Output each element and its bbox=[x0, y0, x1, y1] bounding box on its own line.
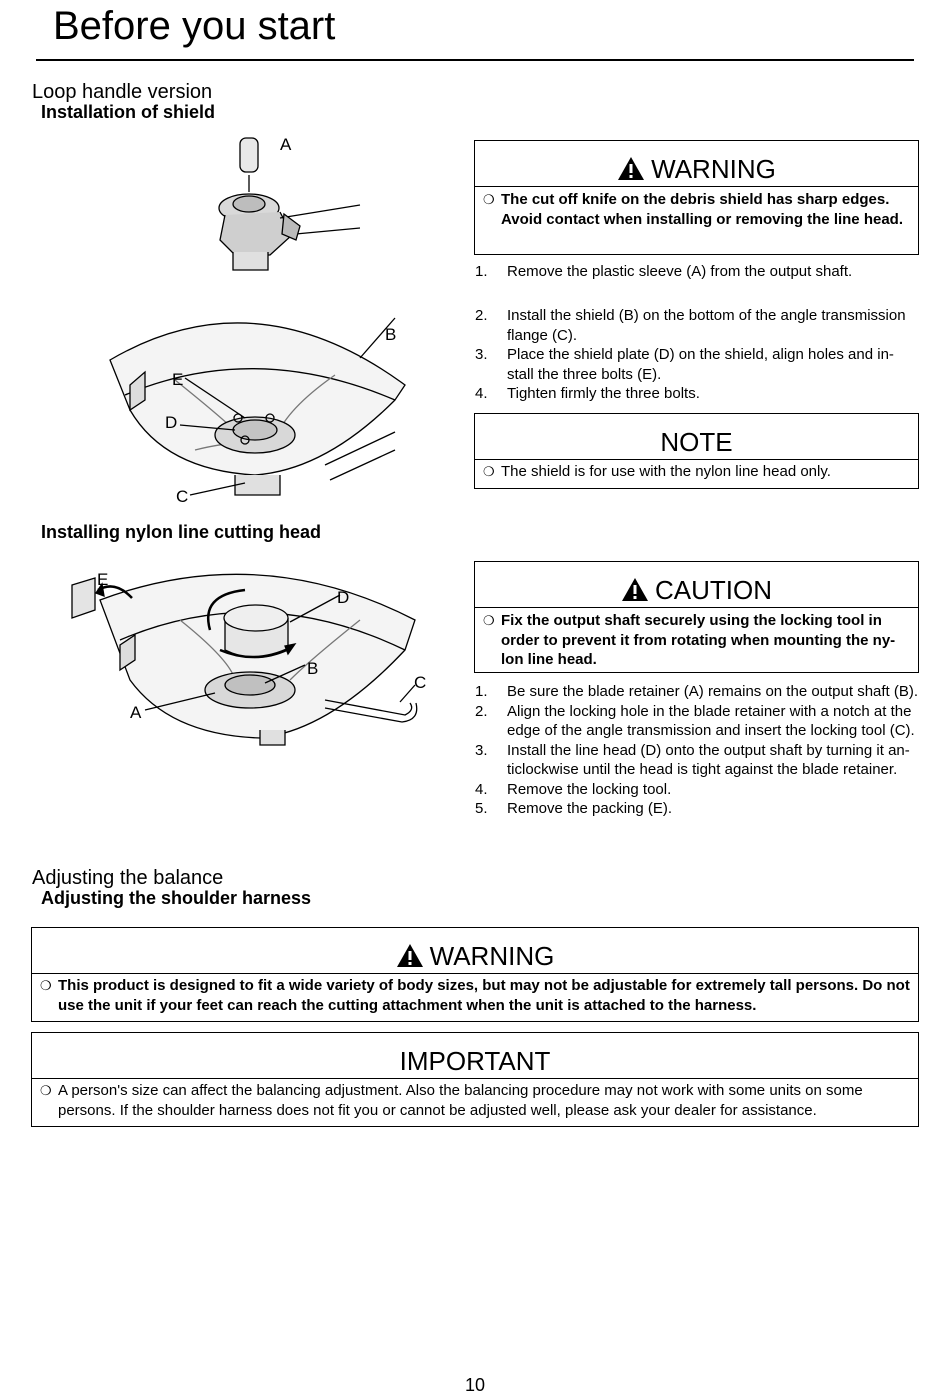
figure-label-a-nylon: A bbox=[130, 703, 142, 722]
step-item bbox=[475, 306, 920, 345]
step-text: Install the shield (B) on the bottom of the angle transmission flange (C). bbox=[507, 307, 906, 344]
figure-label-c-nylon: C bbox=[414, 673, 427, 692]
figure-label-c: C bbox=[176, 487, 189, 506]
shield-illustration bbox=[105, 300, 415, 510]
step-number: 4. bbox=[475, 385, 488, 402]
section-heading-loop-handle: Loop handle version bbox=[32, 81, 213, 103]
caution-text: Fix the output shaft securely using the locking tool in order to prevent it from rotating when mounting the ny-lon line head. bbox=[501, 612, 896, 668]
step-number: 1. bbox=[475, 683, 488, 700]
step-item bbox=[475, 345, 920, 384]
subheading-installing-nylon-line-head: Installing nylon line cutting head bbox=[41, 522, 322, 542]
step-item bbox=[475, 799, 920, 819]
note-text: The shield is for use with the nylon line head only. bbox=[501, 463, 831, 480]
step-number: 5. bbox=[475, 800, 488, 817]
warning-triangle-icon bbox=[617, 156, 645, 181]
subheading-shoulder-harness: Adjusting the shoulder harness bbox=[41, 888, 312, 908]
step-text: Be sure the blade retainer (A) remains on the output shaft (B). bbox=[507, 683, 919, 700]
step-item bbox=[475, 702, 920, 741]
step-text: Place the shield plate (D) on the shield, align holes and in-stall the three bolts (E). bbox=[507, 346, 894, 383]
warning-header bbox=[475, 141, 918, 187]
step-item bbox=[475, 741, 920, 780]
figure-label-e-nylon: E bbox=[97, 570, 109, 589]
step-number: 3. bbox=[475, 346, 488, 363]
important-text: A person's size can affect the balancing adjustment. Also the balancing procedure may not work with some units on some persons. If the shoulder harness does not fit you or cannot be adjusted well, please ask your dealer for assistance. bbox=[58, 1082, 863, 1119]
caution-header bbox=[475, 562, 918, 608]
bullet-circle-icon: ❍ bbox=[483, 464, 495, 479]
caution-box bbox=[474, 561, 919, 673]
warning-text: This product is designed to fit a wide variety of body sizes, but may not be adjustable for extremely tall persons. Do not use the unit if your feet can reach the cutting attachment when the unit is attached to the harness. bbox=[58, 977, 910, 1014]
warning-title: WARNING bbox=[429, 941, 555, 971]
step-text: Install the line head (D) onto the output shaft by turning it an-ticlockwise until the head is tight against the blade retainer. bbox=[507, 741, 910, 778]
step-number: 1. bbox=[475, 263, 488, 280]
nylon-head-illustration bbox=[60, 560, 440, 750]
warning-triangle-icon bbox=[396, 943, 424, 968]
warning-box-shield bbox=[474, 140, 919, 255]
page-title: Before you start bbox=[53, 4, 336, 48]
step-text: Remove the plastic sleeve (A) from the output shaft. bbox=[507, 263, 853, 280]
page-number: 10 bbox=[464, 1375, 486, 1395]
warning-text: The cut off knife on the debris shield has sharp edges. Avoid contact when installing or removing the line head. bbox=[501, 191, 903, 228]
warning-box-harness bbox=[31, 927, 919, 1022]
warning-title: WARNING bbox=[651, 154, 776, 184]
note-box bbox=[474, 413, 919, 489]
figure-label-d-nylon: D bbox=[337, 588, 350, 607]
subheading-installation-of-shield: Installation of shield bbox=[41, 102, 216, 122]
step-number: 2. bbox=[475, 702, 488, 720]
step-number: 3. bbox=[475, 741, 488, 759]
step-item bbox=[475, 780, 920, 800]
step-text: Tighten firmly the three bolts. bbox=[507, 385, 700, 402]
step-item bbox=[475, 384, 920, 404]
warning-header bbox=[32, 928, 918, 974]
note-header: NOTE bbox=[475, 414, 918, 460]
figure-label-d: D bbox=[165, 413, 178, 432]
figure-label-b: B bbox=[385, 325, 397, 344]
step-item bbox=[475, 262, 920, 282]
bullet-circle-icon: ❍ bbox=[483, 613, 495, 628]
important-header: IMPORTANT bbox=[32, 1033, 918, 1079]
step-text: Remove the packing (E). bbox=[507, 800, 673, 817]
step-text: Remove the locking tool. bbox=[507, 780, 672, 798]
step-text: Align the locking hole in the blade retainer with a notch at the edge of the angle transmission and insert the locking tool (C). bbox=[507, 702, 915, 739]
step-number: 4. bbox=[475, 780, 488, 798]
section-heading-adjusting-balance: Adjusting the balance bbox=[32, 867, 224, 889]
important-box bbox=[31, 1032, 919, 1127]
warning-triangle-icon bbox=[621, 577, 649, 602]
caution-title: CAUTION bbox=[655, 575, 772, 605]
figure-label-a: A bbox=[280, 135, 292, 154]
bullet-circle-icon: ❍ bbox=[483, 192, 495, 207]
title-divider bbox=[36, 59, 914, 61]
figure-label-b-nylon: B bbox=[307, 659, 319, 678]
figure-label-e: E bbox=[172, 370, 184, 389]
step-number: 2. bbox=[475, 307, 488, 324]
bullet-circle-icon: ❍ bbox=[40, 978, 52, 993]
step-item bbox=[475, 682, 920, 702]
bullet-circle-icon: ❍ bbox=[40, 1083, 52, 1098]
